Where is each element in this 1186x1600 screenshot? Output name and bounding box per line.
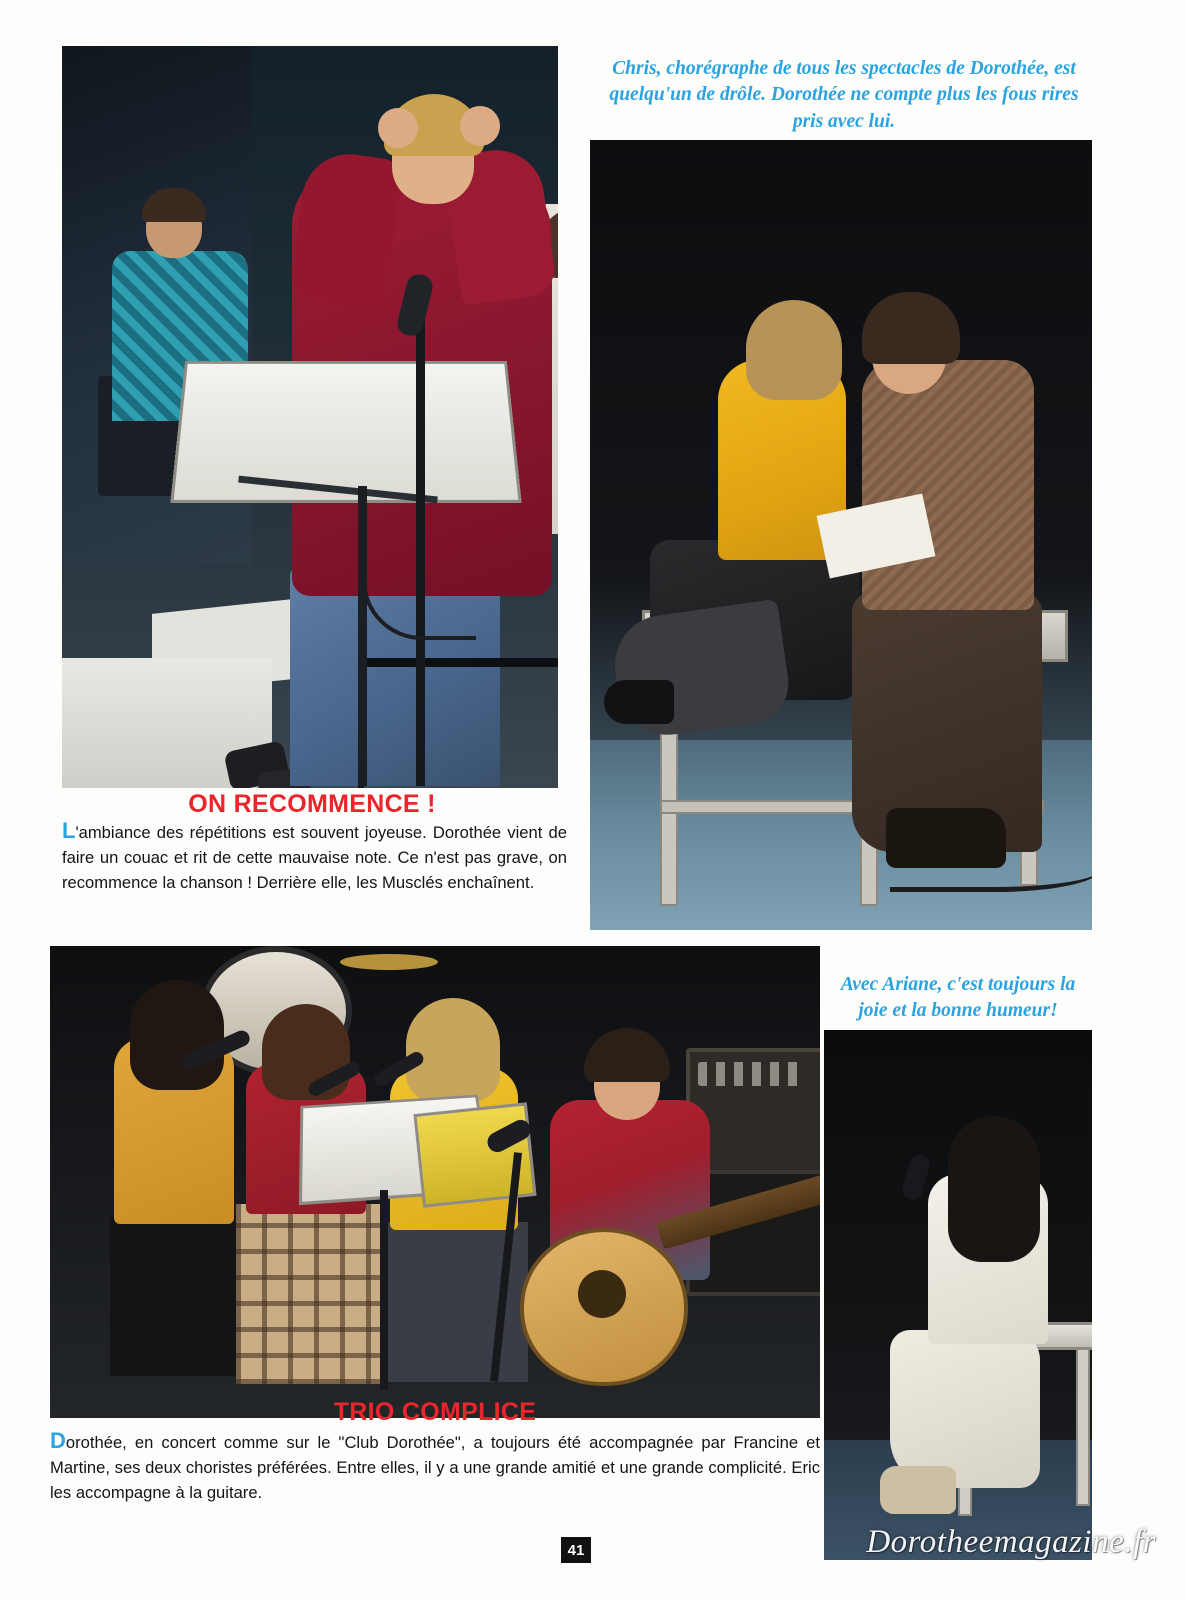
chorister-2-hair bbox=[262, 1004, 350, 1100]
man-patterned-shirt bbox=[862, 360, 1034, 610]
table-leg bbox=[1076, 1342, 1090, 1506]
ariane-boot bbox=[880, 1466, 956, 1514]
photo-trio-choristes bbox=[50, 946, 820, 1418]
ariane-legs bbox=[890, 1330, 1040, 1488]
caption-ariane: Avec Ariane, c'est toujours la joie et la bonne humeur! bbox=[840, 974, 1076, 1022]
article-text: orothée, en concert comme sur le "Club Dorothée", a toujours été accompagnée par Francine et Martine, ses deux choristes préférées. Entre elles, il y a une grande amitié et une grande complicité. Eric les accompagne à la guitare. bbox=[50, 1433, 820, 1502]
chorister-1-skirt bbox=[110, 1216, 240, 1376]
photo-ariane bbox=[824, 1030, 1092, 1560]
chorister-2-plaid-skirt bbox=[236, 1204, 386, 1384]
stage-cable bbox=[890, 847, 1092, 892]
chorister-1-hair bbox=[130, 980, 224, 1090]
caption-chris: Chris, chorégraphe de tous les spectacles de Dorothée, est quelqu'un de drôle. Dorothée ne compte plus les fous rires pris avec lui. bbox=[609, 58, 1079, 132]
headline-trio-complice: TRIO COMPLICE bbox=[333, 1398, 537, 1426]
guitar-sound-hole bbox=[578, 1270, 626, 1318]
article-body-trio-complice bbox=[50, 1430, 820, 1506]
dropcap: L bbox=[62, 818, 76, 843]
ariane-hair bbox=[948, 1116, 1040, 1262]
stage-cable bbox=[362, 516, 476, 640]
singer-right-hand bbox=[460, 106, 500, 146]
dropcap: D bbox=[50, 1428, 66, 1453]
amplifier-knobs bbox=[698, 1062, 806, 1086]
page-number: 41 bbox=[561, 1537, 591, 1563]
photo-rehearsal-dorothee bbox=[62, 46, 558, 788]
headline-on-recommence: ON RECOMMENCE ! bbox=[188, 790, 436, 818]
music-stand-pole bbox=[380, 1190, 388, 1390]
guitarist-hair bbox=[584, 1028, 670, 1082]
singer-hair bbox=[406, 998, 500, 1102]
watermark: Dorotheemagazine.fr bbox=[866, 1524, 1156, 1560]
man-hair bbox=[862, 292, 960, 364]
cymbal bbox=[340, 954, 438, 970]
singer-left-hand bbox=[378, 108, 418, 148]
article-text: 'ambiance des répétitions est souvent joyeuse. Dorothée vient de faire un couac et rit de cette mauvaise note. Ce n'est pas grave, on recommence la chanson ! Derrière elle, les Musclés enchaînent. bbox=[62, 823, 567, 892]
photo-chris-and-dorothee bbox=[590, 140, 1092, 930]
woman-hair bbox=[746, 300, 842, 400]
music-stand-plate bbox=[170, 361, 522, 503]
article-body-on-recommence bbox=[62, 820, 567, 896]
stool bbox=[358, 658, 558, 788]
microphone-icon bbox=[900, 1152, 932, 1202]
woman-shoe bbox=[604, 680, 674, 724]
